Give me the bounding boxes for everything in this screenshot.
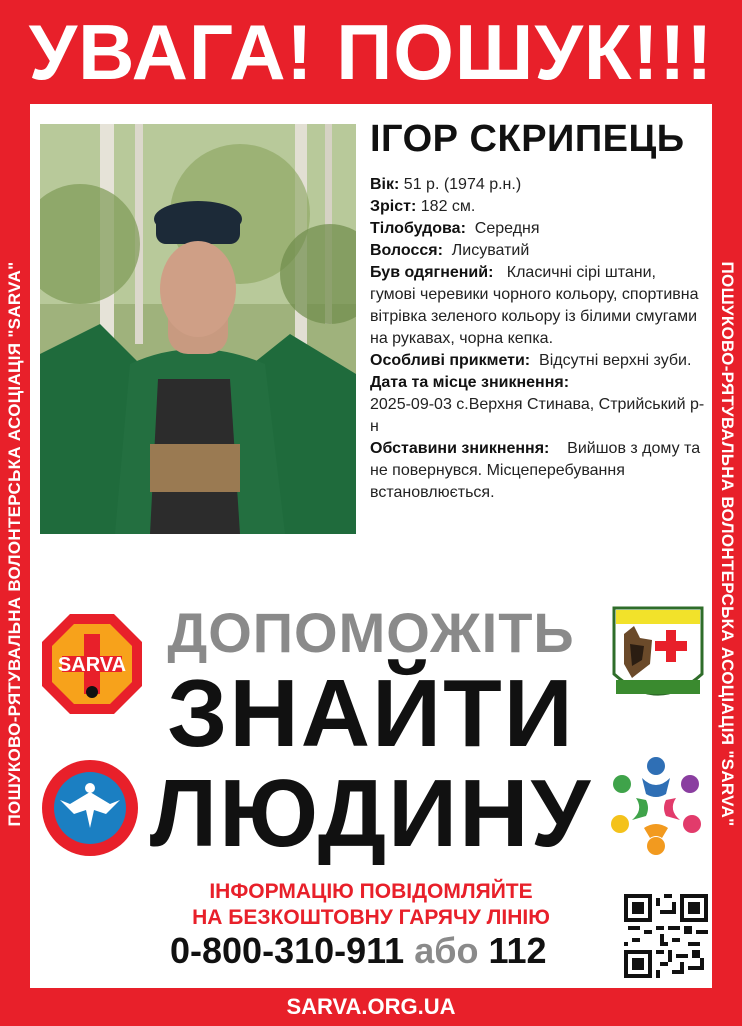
hair-value: Лисуватий [451,242,530,259]
side-text-right: ПОШУКОВО-РЯТУВАЛЬНА ВОЛОНТЕРСЬКА АСОЦІАЦІЯ "SARVA" [718,261,737,827]
person-details [370,174,706,504]
age-value: 51 р. (1974 р.н.) [403,176,522,193]
angel-logo [40,754,140,860]
poster-panel [30,104,712,988]
hotline-number[interactable]: 0-800-310-911 [170,930,405,971]
date-label: Дата та місце зникнення: [370,374,570,391]
antares-logo [610,604,706,714]
circumstances-label: Обставини зникнення: [370,440,550,457]
hair-label: Волосся: [370,242,443,259]
website-link[interactable]: SARVA.ORG.UA [286,994,456,1019]
height-label: Зріст: [370,198,417,215]
height-value: 182 см. [420,198,476,215]
qr-code[interactable] [624,894,708,978]
poster-title: УВАГА! ПОШУК!!! [28,8,714,96]
appeal-line-2: ЗНАЙТИ [167,660,575,767]
marks-value: Відсутні верхні зуби. [539,352,692,369]
clothes-label: Був одягнений: [370,264,494,281]
hotline-line-1: ІНФОРМАЦІЮ ПОВІДОМЛЯЙТЕ [209,880,533,903]
date-place-value: 2025-09-03 с.Верхня Стинава, Стрийський р-н [370,396,705,435]
age-label: Вік: [370,176,400,193]
hotline-or: або [414,930,479,971]
side-text-left: ПОШУКОВО-РЯТУВАЛЬНА ВОЛОНТЕРСЬКА АСОЦІАЦІЯ "SARVA" [5,261,24,827]
build-label: Тілобудова: [370,220,466,237]
clothes-value: Класичні сірі штани, гумові черевики чорного кольору, спортивна вітрівка зеленого кольору із білими смугами на рукавах, чорна кепка. [370,264,699,347]
hotline-phone [170,930,547,972]
person-name: ІГОР СКРИПЕЦЬ [370,118,685,160]
missing-person-photo [40,124,356,534]
community-logo [604,754,708,858]
sarva-logo [40,612,144,716]
marks-label: Особливі прикмети: [370,352,531,369]
emergency-number[interactable]: 112 [488,930,547,971]
circumstances-value: Вийшов з дому та не повернувся. Місцеперебування встановлюється. [370,440,701,501]
build-value: Середня [474,220,540,237]
sarva-logo-name: SARVA [57,654,127,676]
appeal-line-3: ЛЮДИНУ [149,760,593,867]
hotline-line-2: НА БЕЗКОШТОВНУ ГАРЯЧУ ЛІНІЮ [192,906,550,929]
appeal-line-1: ДОПОМОЖІТЬ [167,601,575,664]
